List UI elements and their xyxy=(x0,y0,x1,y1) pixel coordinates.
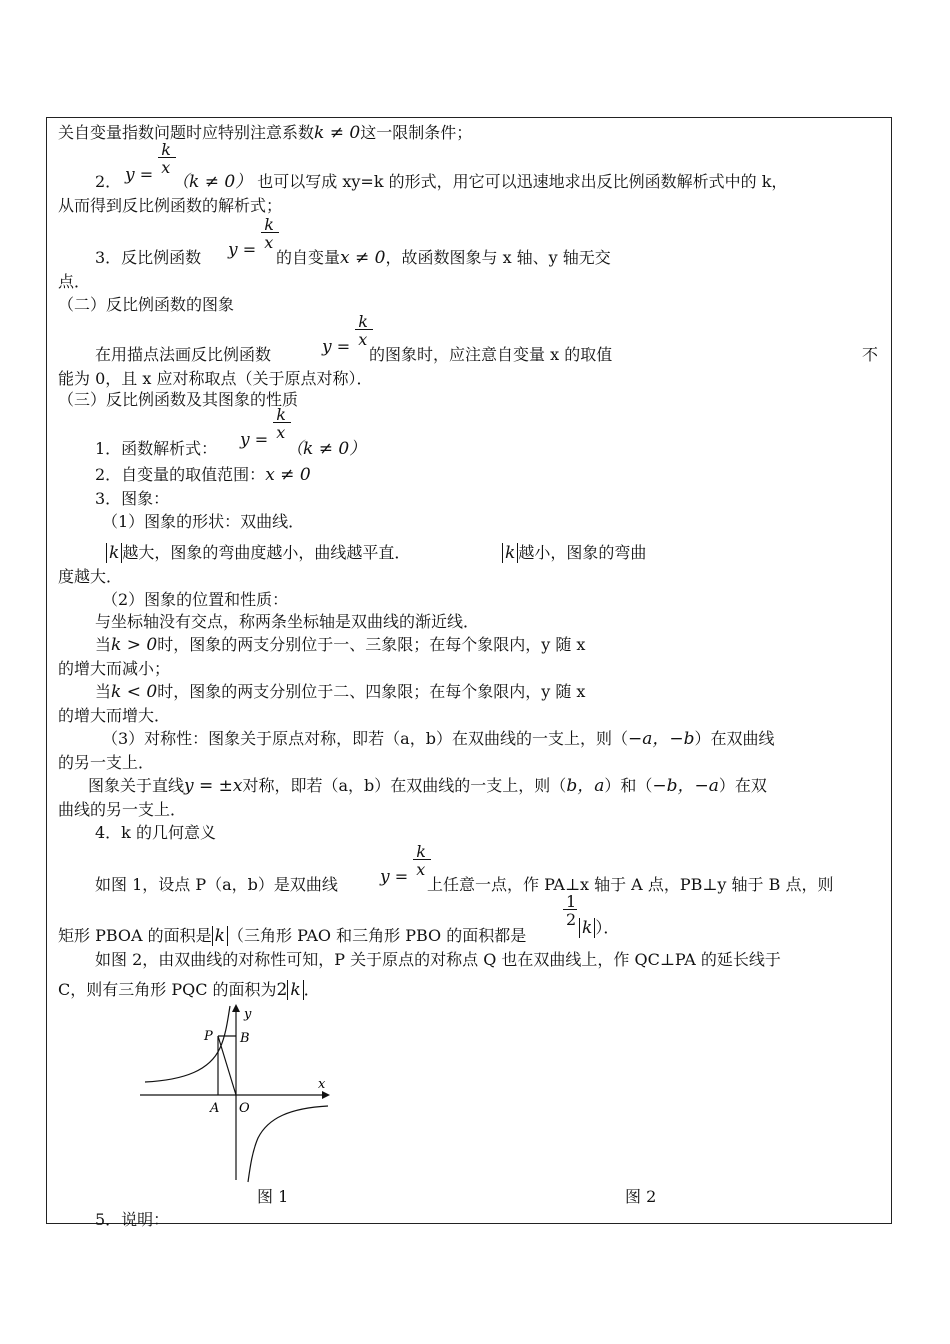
abs-k: k xyxy=(579,918,595,938)
text-line: （2）图象的位置和性质： xyxy=(102,590,289,609)
abs-k: k xyxy=(502,543,518,563)
abs-k: k xyxy=(287,980,303,1000)
label-b: B xyxy=(240,1031,250,1046)
text-line: 如图 1，设点 P（a，b）是双曲线 xyxy=(95,875,338,894)
figure-1-caption: 图 1 xyxy=(257,1187,289,1206)
text-line: 3．反比例函数 xyxy=(95,248,202,267)
formula-y-k-over-x: y = $\frac{k}{x}$ xyxy=(228,235,279,260)
text-line: k ）． xyxy=(579,918,619,938)
text-line: 从而得到反比例函数的解析式； xyxy=(58,196,283,215)
text-line: 的另一支上． xyxy=(58,753,155,772)
text-line: 的增大而减小； xyxy=(58,659,171,678)
text-line: 能为 0，且 x 应对称取点（关于原点对称）． xyxy=(58,369,373,388)
hyperbola-branch-left xyxy=(145,1006,230,1082)
text-line: k 越大，图象的弯曲度越小，曲线越平直． xyxy=(106,543,410,563)
text-line: 1．函数解析式： xyxy=(95,439,218,458)
text-line: 在用描点法画反比例函数 xyxy=(95,345,272,364)
text-line: 的图象时，应注意自变量 x 的取值 xyxy=(369,345,613,364)
section-heading: （三）反比例函数及其图象的性质 xyxy=(58,390,299,409)
text-line: 当k < 0时，图象的两支分别位于二、四象限；在每个象限内，y 随 x xyxy=(95,682,586,702)
text-line: 关自变量指数问题时应特别注意系数k ≠ 0这一限制条件； xyxy=(58,123,473,143)
formula-y-k-over-x: y = $\frac{k}{x}$ xyxy=(322,332,373,357)
label-x: x xyxy=(318,1077,326,1092)
section-heading: （二）反比例函数的图象 xyxy=(58,295,235,314)
text-line: 2． xyxy=(95,172,122,191)
figure-1-hyperbola xyxy=(140,1000,340,1190)
text-line: C，则有三角形 PQC 的面积为2 k ． xyxy=(58,980,320,1000)
fraction-one-half: $\frac{1}{2}$ xyxy=(563,912,577,937)
text-line: 不 xyxy=(862,345,879,364)
text-line: 曲线的另一支上． xyxy=(58,800,187,819)
text-line: 如图 2，由双曲线的对称性可知，P 关于原点的对称点 Q 也在双曲线上，作 QC⊥PA 的延长线于 xyxy=(95,950,781,969)
label-y: y xyxy=(244,1007,252,1022)
text-line: 与坐标轴没有交点，称两条坐标轴是双曲线的渐近线． xyxy=(95,612,480,631)
text-line: 矩形 PBOA 的面积是 k （三角形 PAO 和三角形 PBO 的面积都是 xyxy=(58,926,527,946)
formula-y-k-over-x: y = $\frac{k}{x}$ xyxy=(125,160,176,185)
y-axis-arrow xyxy=(232,1004,240,1012)
abs-k: k xyxy=(106,543,122,563)
label-o: O xyxy=(239,1101,250,1116)
text-line: 的增大而增大． xyxy=(58,706,171,725)
abs-k: k xyxy=(212,926,228,946)
text-line: 3．图象： xyxy=(95,489,170,508)
hyperbola-branch-right xyxy=(248,1106,328,1182)
text-line: 点． xyxy=(58,272,91,291)
text-line: 4．k 的几何意义 xyxy=(95,823,216,842)
label-p: P xyxy=(204,1029,213,1044)
text-line: 上任意一点，作 PA⊥x 轴于 A 点，PB⊥y 轴于 B 点，则 xyxy=(427,875,834,894)
text-line: k 越小，图象的弯曲 xyxy=(502,543,646,563)
text-line: （3）对称性：图象关于原点对称，即若（a，b）在双曲线的一支上，则（−a，−b）在双曲线 xyxy=(102,729,775,749)
formula-y-k-over-x: y = $\frac{k}{x}$ xyxy=(380,862,431,887)
text-line: （1）图象的形状：双曲线． xyxy=(102,512,305,531)
po-segment xyxy=(218,1036,236,1095)
text-line: （k ≠ 0） 也可以写成 xy=k 的形式，用它可以迅速地求出反比例函数解析式中的 k， xyxy=(172,172,788,192)
text-line: 度越大． xyxy=(58,567,123,586)
x-axis-arrow xyxy=(322,1091,330,1099)
text-line: （k ≠ 0） xyxy=(286,439,367,459)
text-line: 2．自变量的取值范围：x ≠ 0 xyxy=(95,465,311,485)
label-a: A xyxy=(210,1101,220,1116)
text-line: 5．说明： xyxy=(95,1210,170,1229)
figure-2-caption: 图 2 xyxy=(625,1187,657,1206)
text-line: 当k > 0时，图象的两支分别位于一、三象限；在每个象限内，y 随 x xyxy=(95,635,586,655)
formula-y-k-over-x: y = $\frac{k}{x}$ xyxy=(240,425,291,450)
text-line: 图象关于直线y = ±x对称，即若（a，b）在双曲线的一支上，则（b，a）和（−b，−a）在双 xyxy=(88,776,767,796)
math-k-neq-0: k ≠ 0 xyxy=(314,123,361,143)
text-line: 的自变量x ≠ 0，故函数图象与 x 轴、y 轴无交 xyxy=(276,248,611,268)
